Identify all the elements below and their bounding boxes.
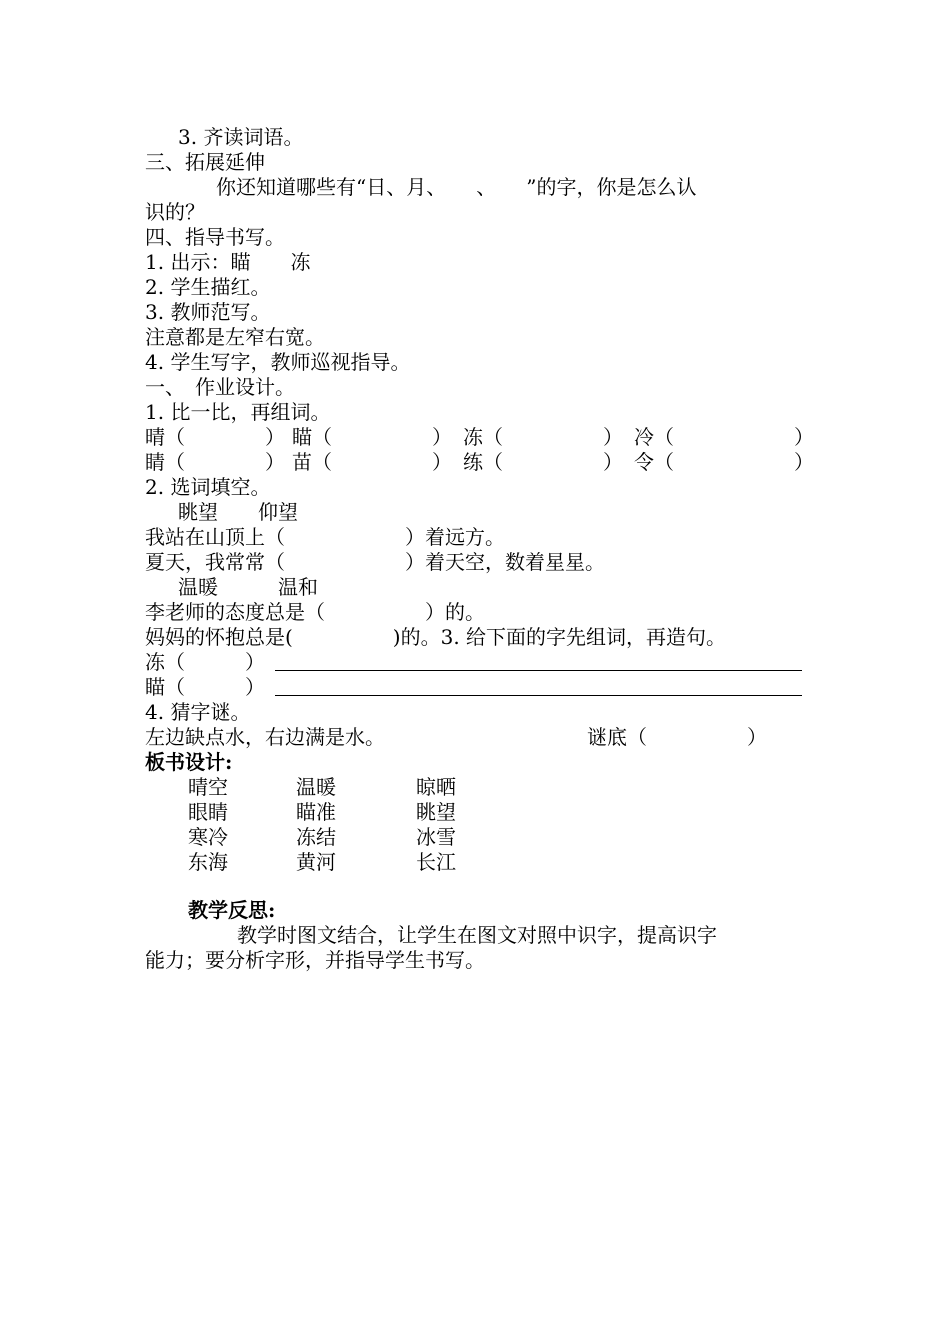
riddle-text: 左边缺点水，右边满是水。 [145,725,385,749]
board-word: 晴空 [188,775,228,799]
compare-cell: 冷（ ） [634,425,814,449]
board-word: 瞄准 [296,800,336,824]
writing-step4: 4. 学生写字，教师巡视指导。 [145,350,411,374]
writing-step1: 1. 出示：瞄 冻 [145,250,311,274]
board-word: 冰雪 [416,825,456,849]
board-heading: 板书设计: [145,750,233,774]
writing-step3: 3. 教师范写。 [145,300,271,324]
board-word: 晾晒 [416,775,456,799]
extend-heading: 三、拓展延伸 [145,150,265,174]
writing-step2: 2. 学生描红。 [145,275,271,299]
board-word: 眺望 [416,800,456,824]
compare-cell: 冻（ ） [463,425,623,449]
answer-line [275,670,802,671]
word-pair-2: 温暖 温和 [178,575,318,599]
board-word: 眼睛 [188,800,228,824]
reflection-line1: 教学时图文结合，让学生在图文对照中识字，提高识字 [237,923,717,947]
fill-sentence-1: 我站在山顶上（ ）着远方。 [145,525,505,549]
step-read-aloud: 3. 齐读词语。 [178,125,304,149]
compare-cell: 练（ ） [463,450,623,474]
writing-heading: 四、指导书写。 [145,225,285,249]
fill-sentence-4: 妈妈的怀抱总是( )的。3. 给下面的字先组词，再造句。 [145,625,727,649]
make-sentence-row: 冻（ ） [145,650,265,674]
extend-question-line2: 识的？ [145,200,205,224]
homework-q2-title: 2. 选词填空。 [145,475,271,499]
board-word: 寒冷 [188,825,228,849]
board-word: 冻结 [296,825,336,849]
homework-q1-title: 1. 比一比，再组词。 [145,400,331,424]
fill-sentence-2: 夏天，我常常（ ）着天空，数着星星。 [145,550,605,574]
riddle-answer: 谜底（ ） [587,725,767,749]
compare-cell: 令（ ） [634,450,814,474]
compare-cell: 睛（ ） [145,450,285,474]
compare-cell: 晴（ ） [145,425,285,449]
word-pair-1: 眺望 仰望 [178,500,298,524]
board-word: 长江 [416,850,456,874]
reflection-heading: 教学反思: [188,898,276,922]
homework-q4-title: 4. 猜字谜。 [145,700,251,724]
homework-heading: 一、 作业设计。 [145,375,295,399]
compare-cell: 苗（ ） [292,450,452,474]
board-word: 东海 [188,850,228,874]
writing-note: 注意都是左窄右宽。 [145,325,325,349]
board-word: 黄河 [296,850,336,874]
compare-cell: 瞄（ ） [292,425,452,449]
fill-sentence-3: 李老师的态度总是（ ）的。 [145,600,485,624]
reflection-line2: 能力；要分析字形，并指导学生书写。 [145,948,485,972]
make-sentence-row: 瞄（ ） [145,675,265,699]
extend-question-line1: 你还知道哪些有“日、月、 、 ”的字，你是怎么认 [216,175,697,199]
answer-line [275,695,802,696]
board-word: 温暖 [296,775,336,799]
